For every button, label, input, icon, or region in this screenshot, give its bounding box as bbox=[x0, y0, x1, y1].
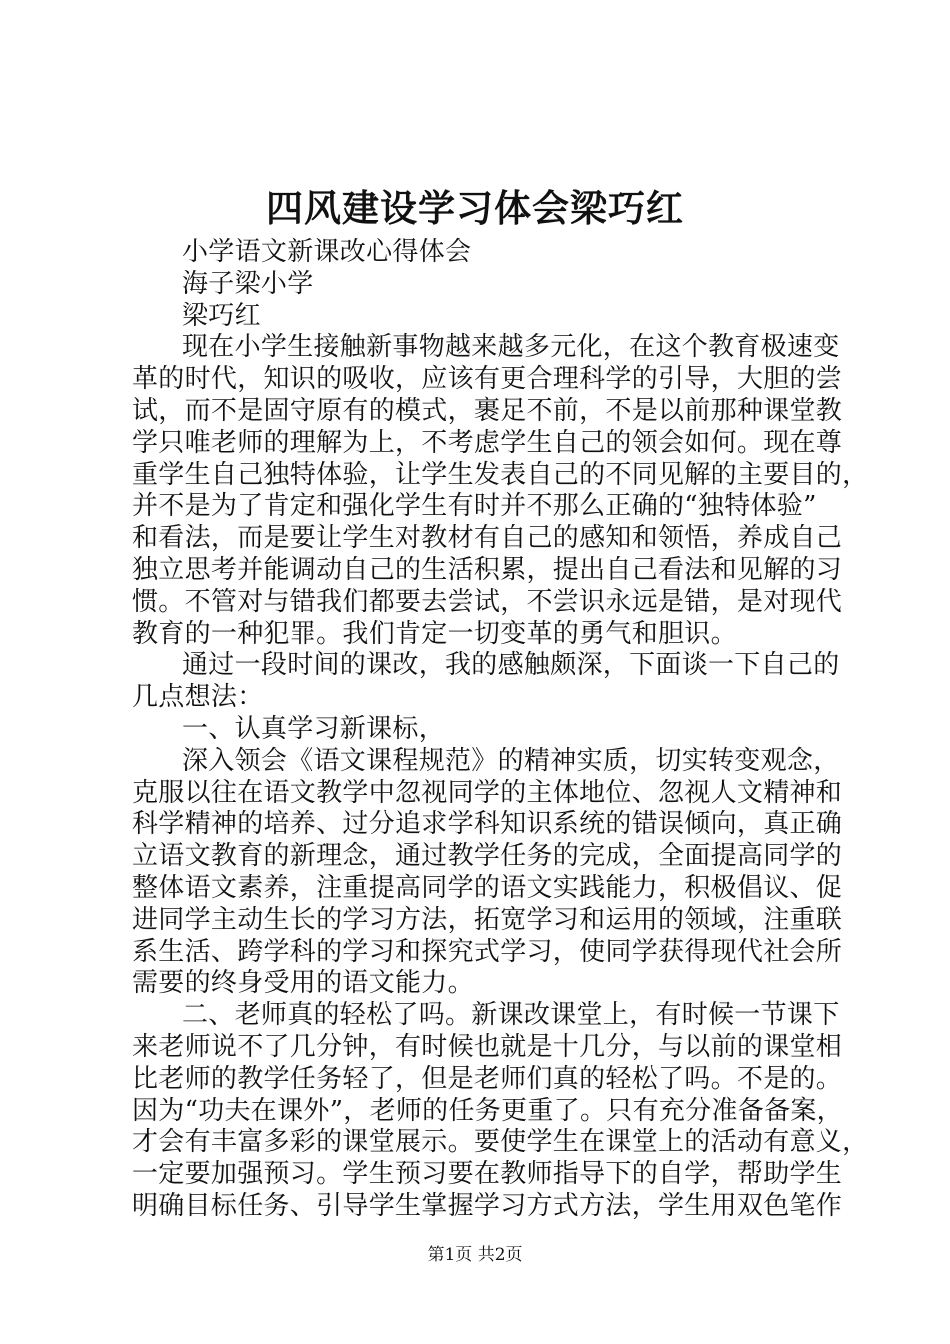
text-line: 革的时代，知识的吸收，应该有更合理科学的引导，大胆的尝 bbox=[132, 364, 843, 395]
text-line: 重学生自己独特体验，让学生发表自己的不同见解的主要目的， bbox=[132, 459, 869, 490]
text-line: 进同学主动生长的学习方法，拓宽学习和运用的领域，注重联 bbox=[132, 904, 843, 935]
text-line: 来老师说不了几分钟，有时候也就是十几分，与以前的课堂相 bbox=[132, 1031, 843, 1062]
text-line: 系生活、跨学科的学习和探究式学习，使同学获得现代社会所 bbox=[132, 936, 843, 967]
text-line: 惯。不管对与错我们都要去尝试，不尝识永远是错，是对现代 bbox=[132, 586, 843, 617]
text-line: 几点想法： bbox=[132, 682, 264, 713]
page-footer: 第1页 共2页 bbox=[427, 1245, 523, 1265]
text-line: 比老师的教学任务轻了，但是老师们真的轻松了吗。不是的。 bbox=[132, 1063, 843, 1094]
text-line: 独立思考并能调动自己的生活积累，提出自己看法和见解的习 bbox=[132, 554, 843, 585]
text-line: 需要的终身受用的语文能力。 bbox=[132, 968, 474, 999]
text-line: 克服以往在语文教学中忽视同学的主体地位、忽视人文精神和 bbox=[132, 777, 843, 808]
text-line: 通过一段时间的课改，我的感触颇深，下面谈一下自己的 bbox=[182, 650, 840, 681]
text-line: 海子梁小学 bbox=[182, 268, 314, 299]
text-line: 并不是为了肯定和强化学生有时并不那么正确的“独特体验” bbox=[132, 491, 817, 522]
text-line: 现在小学生接触新事物越来越多元化，在这个教育极速变 bbox=[182, 332, 840, 363]
text-line: 才会有丰富多彩的课堂展示。要使学生在课堂上的活动有意义， bbox=[132, 1127, 869, 1158]
text-line: 整体语文素养，注重提高同学的语文实践能力，积极倡议、促 bbox=[132, 872, 843, 903]
text-line: 一定要加强预习。学生预习要在教师指导下的自学，帮助学生 bbox=[132, 1159, 843, 1190]
text-line: 科学精神的培养、过分追求学科知识系统的错误倾向，真正确 bbox=[132, 809, 843, 840]
text-line: 小学语文新课改心得体会 bbox=[182, 237, 472, 267]
text-line: 因为“功夫在课外”，老师的任务更重了。只有充分准备备案， bbox=[132, 1095, 843, 1126]
text-line: 立语文教育的新理念，通过教学任务的完成，全面提高同学的 bbox=[132, 841, 843, 872]
text-line: 教育的一种犯罪。我们肯定一切变革的勇气和胆识。 bbox=[132, 618, 737, 649]
document-body bbox=[132, 237, 869, 1223]
text-line: 深入领会《语文课程规范》的精神实质，切实转变观念， bbox=[182, 745, 840, 776]
text-line: 明确目标任务、引导学生掌握学习方式方法，学生用双色笔作 bbox=[132, 1190, 843, 1221]
text-line: 学只唯老师的理解为上，不考虑学生自己的领会如何。现在尊 bbox=[132, 427, 843, 458]
text-line: 二、老师真的轻松了吗。新课改课堂上，有时候一节课下 bbox=[182, 1000, 840, 1031]
text-line: 梁巧红 bbox=[182, 300, 261, 331]
text-line: 一、认真学习新课标， bbox=[182, 713, 446, 744]
text-line: 和看法，而是要让学生对教材有自己的感知和领悟，养成自己 bbox=[132, 523, 843, 554]
text-line: 试，而不是固守原有的模式，裹足不前，不是以前那种课堂教 bbox=[132, 395, 843, 426]
document-title: 四风建设学习体会梁巧红 bbox=[266, 186, 684, 230]
